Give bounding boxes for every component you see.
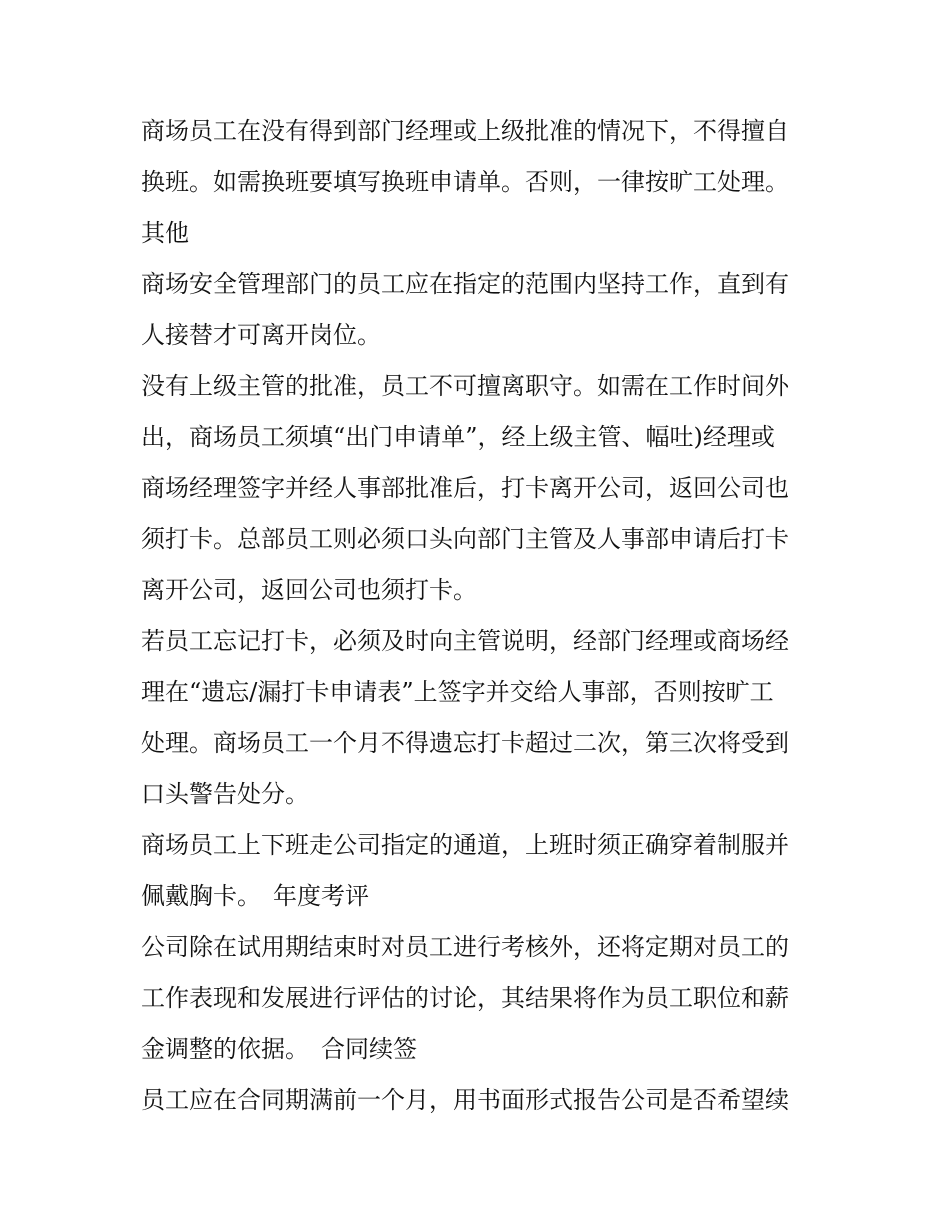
text-line-with-heading [141,871,821,922]
text-line: 出，商场员工须填“出门申请单”，经上级主管、幅吐)经理或 [141,423,775,451]
text-segment: 佩戴胸卡。 [141,882,261,910]
text-line: 若员工忘记打卡，必须及时向主管说明，经部门经理或商场经 [141,627,789,655]
text-line: 换班。如需换班要填写换班申请单。否则，一律按旷工处理。 [141,168,789,196]
section-heading: 合同续签 [321,1035,417,1063]
document-body [141,106,821,1126]
text-line-with-heading [141,1024,821,1075]
text-line: 须打卡。总部员工则必须口头向部门主管及人事部申请后打卡 [141,525,789,553]
section-heading: 年度考评 [273,882,369,910]
text-line: 理在“遗忘/漏打卡申请表”上签字并交给人事部，否则按旷工 [141,678,774,706]
text-line: 口头警告处分。 [141,780,309,808]
text-line: 商场员工在没有得到部门经理或上级批准的情况下，不得擅自 [141,117,789,145]
text-line: 离开公司，返回公司也须打卡。 [141,576,477,604]
text-line: 商场经理签字并经人事部批准后，打卡离开公司，返回公司也 [141,474,789,502]
text-segment: 金调整的依据。 [141,1035,309,1063]
text-line: 员工应在合同期满前一个月，用书面形式报告公司是否希望续 [141,1086,789,1114]
text-line: 没有上级主管的批准，员工不可擅离职守。如需在工作时间外 [141,372,789,400]
text-line: 工作表现和发展进行评估的讨论，其结果将作为员工职位和薪 [141,984,789,1012]
section-heading: 其他 [141,219,189,247]
text-line: 公司除在试用期结束时对员工进行考核外，还将定期对员工的 [141,933,789,961]
text-line: 人接替才可离开岗位。 [141,321,381,349]
text-line: 商场员工上下班走公司指定的通道，上班时须正确穿着制服并 [141,831,789,859]
text-line: 商场安全管理部门的员工应在指定的范围内坚持工作，直到有 [141,270,789,298]
text-line: 处理。商场员工一个月不得遗忘打卡超过二次，第三次将受到 [141,729,789,757]
